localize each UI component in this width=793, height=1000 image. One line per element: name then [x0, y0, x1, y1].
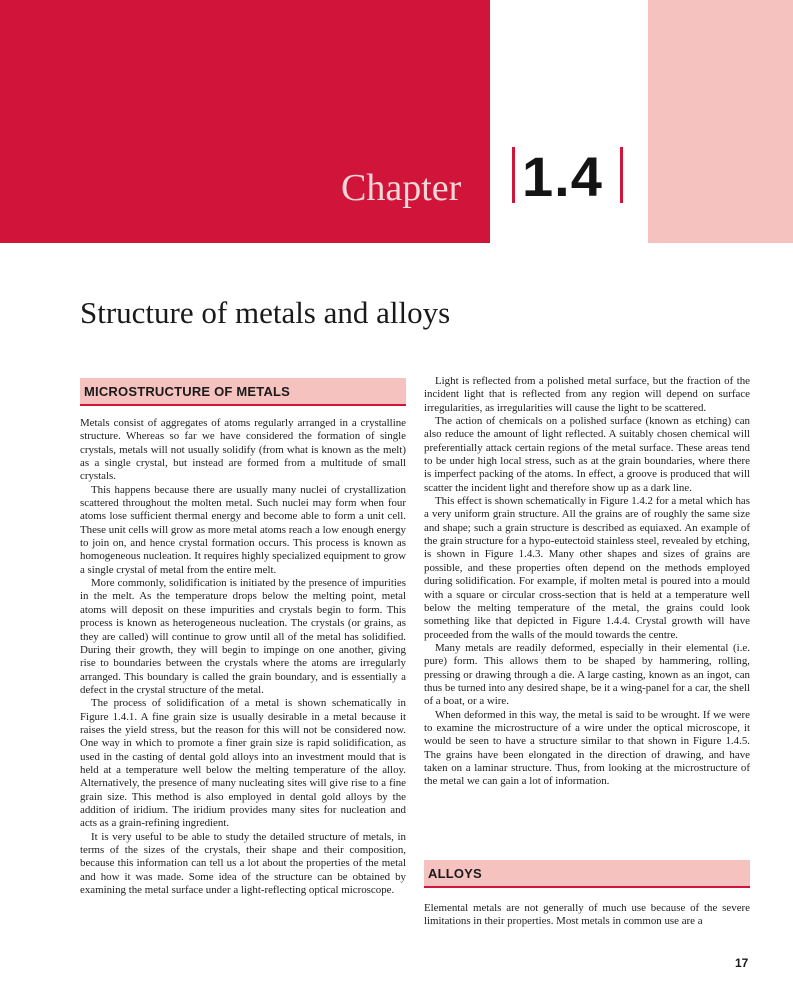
paragraph: It is very useful to be able to study the detailed structure of metals, in terms of the sizes of the crystals, their shape and their composition, because this information can tell us a lot about the properties of the metal and how it was made. Some idea of the structure can be obtained by examining the metal surface under a light-reflecting optical microscope. [80, 830, 406, 897]
section-heading-label: MICROSTRUCTURE OF METALS [84, 384, 291, 399]
paragraph: Metals consist of aggregates of atoms regularly arranged in a crystalline structure. Whereas so far we have considered the formation of single crystals, metals will not usually solidify (from what is known as the melt) as a single crystal, but instead are formed from a multitude of small crystals. [80, 417, 406, 483]
paragraph: This effect is shown schematically in Figure 1.4.2 for a metal which has a very uniform grain structure. All the grains are of roughly the same size and shape; such a grain structure is described as equiaxed. An example of the grain structure for a hypo-eutectoid stainless steel, revealed by etching, is shown in Figure 1.4.3. Many other shapes and sizes of grains are possible, and these properties often depend on the methods employed during solidification. For example, if molten metal is poured into a mould with a square or circular cross-section that is held at a temperature well below the melting temperature of the metal, the grains could look something like that depicted in Figure 1.4.4. Crystal growth will have proceeded from the walls of the mould towards the centre. [424, 495, 750, 641]
left-column [80, 417, 406, 897]
page-title: Structure of metals and alloys [80, 295, 451, 330]
paragraph: The action of chemicals on a polished surface (known as etching) can also reduce the amount of light reflected. A suitably chosen chemical will preferentially attack certain regions of the metal surface. These areas tend to be under high local stress, such as at the grain boundaries, where there is imperfect packing of the atoms. In effect, a groove is produced that will scatter the incident light and therefore show up as a dark line. [424, 415, 750, 494]
chapter-number: 1.4 [522, 145, 603, 208]
paragraph: This happens because there are usually many nuclei of crystallization scattered throughout the molten metal. Such nuclei may form when four atoms lose sufficient thermal energy and become able to form a unit cell. These unit cells will grow as more metal atoms reach a low enough energy to join on, and hence crystal formation occurs. This process is known as homogeneous nucleation. It requires highly specialized equipment to grow a single crystal of metal from the entire melt. [80, 483, 406, 576]
paragraph: Light is reflected from a polished metal surface, but the fraction of the incident light that is reflected from any region will depend on surface irregularities, as irregularities will cause the light to be scattered. [424, 375, 750, 414]
paragraph: More commonly, solidification is initiated by the presence of impurities in the melt. As the temperature drops below the melting point, metal atoms will deposit on these impurities and crystals begin to form. This process is known as heterogeneous nucleation. The crystals (or grains, as they are called) will continue to grow until all of the metal has solidified. During their growth, they will begin to impinge on one another, giving rise to boundaries between the crystals where the atoms are irregularly arranged. This boundary is called the grain boundary, and is essentially a defect in the crystal structure of the metal. [80, 577, 406, 696]
page-number: 17 [735, 956, 749, 970]
right-column [424, 375, 750, 789]
section-heading-microstructure [80, 378, 406, 406]
paragraph: The process of solidification of a metal is shown schematically in Figure 1.4.1. A fine grain size is usually desirable in a metal because it raises the yield stress, but the reason for this will not be considered now. One way in which to promote a finer grain size is rapid solidification, as used in the casting of dental gold alloys into an investment mould that is held at a temperature well below the melting temperature of the alloy. Alternatively, the presence of many nucleating sites will give rise to a fine grain size. This method is also employed in dental gold alloys by the addition of iridium. The iridium provides many sites for nucleation and acts as a grain-refining ingredient. [80, 697, 406, 830]
paragraph: When deformed in this way, the metal is said to be wrought. If we were to examine the microstructure of a wire under the optical microscope, it would be seen to have a structure similar to that shown in Figure 1.4.5. The grains have been elongated in the direction of drawing, and have taken on a laminar structure. Thus, from looking at the microstructure of the metal we can gain a lot of information. [424, 708, 750, 788]
section-heading-alloys [424, 860, 750, 888]
chapter-number-right-bar [620, 147, 623, 203]
paragraph: Many metals are readily deformed, especially in their elemental (i.e. pure) form. This allows them to be shaped by hammering, rolling, pressing or drawing through a die. A large casting, known as an ingot, can thus be turned into any desired shape, be it a wing-panel for a car, the shell of a boat, or a wire. [424, 641, 750, 708]
chapter-label: Chapter [341, 167, 462, 209]
chapter-banner-pink [648, 0, 793, 243]
section-heading-label: ALLOYS [428, 866, 482, 881]
chapter-number-left-bar [512, 147, 515, 203]
alloys-paragraph: Elemental metals are not generally of much use because of the severe limitations in their properties. Most metals in common use are a [424, 902, 750, 928]
